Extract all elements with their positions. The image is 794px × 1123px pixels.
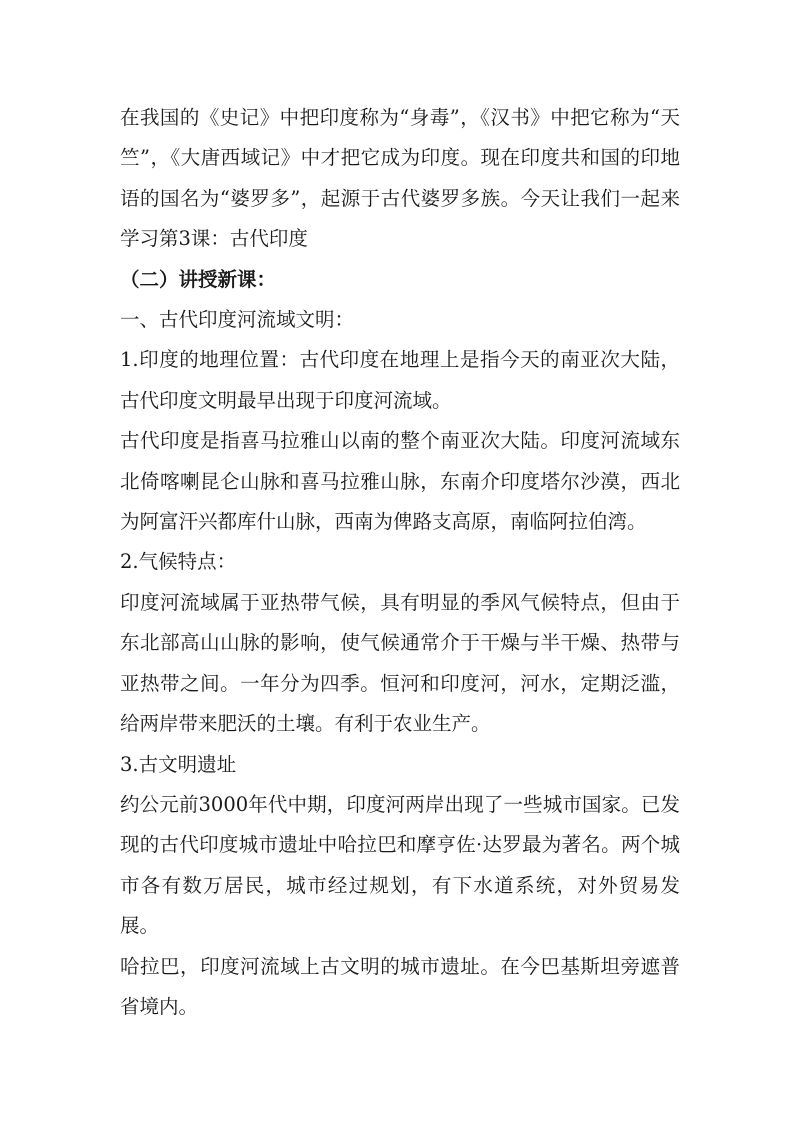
climate-detail: 印度河流域属于亚热带气候，具有明显的季风气候特点，但由于东北部高山山脉的影响，使气候通常介于干燥与半干燥、热带与亚热带之间。一年分为四季。恒河和印度河，河水，定期泛滥，给两岸带来肥沃的土壤。有利于农业生产。 [120, 590, 680, 736]
document-body [120, 98, 680, 1027]
climate-point: 2.气候特点： [120, 550, 237, 574]
section-heading: （二）讲授新课： [120, 267, 277, 291]
harappa-detail: 哈拉巴，印度河流域上古文明的城市遗址。在今巴基斯坦旁遮普省境内。 [120, 954, 680, 1018]
sites-detail: 约公元前3000年代中期，印度河两岸出现了一些城市国家。已发现的古代印度城市遗址中哈拉巴和摩亨佐·达罗最为著名。两个城市各有数万居民，城市经过规划，有下水道系统，对外贸易发展。 [120, 792, 680, 938]
sites-point: 3.古文明遗址 [120, 752, 237, 776]
intro-paragraph: 在我国的《史记》中把印度称为“身毒”，《汉书》中把它称为“天竺”，《大唐西域记》中才把它成为印度。现在印度共和国的印地语的国名为“婆罗多”，起源于古代婆罗多族。今天让我们一起来学习第3课：古代印度 [120, 106, 680, 251]
geography-point: 1.印度的地理位置：古代印度在地理上是指今天的南亚次大陆，古代印度文明最早出现于印度河流域。 [120, 348, 680, 412]
topic-heading: 一、古代印度河流域文明： [120, 308, 355, 332]
geography-detail: 古代印度是指喜马拉雅山以南的整个南亚次大陆。印度河流域东北倚喀喇昆仑山脉和喜马拉雅山脉，东南介印度塔尔沙漠，西北为阿富汗兴都库什山脉，西南为俾路支高原，南临阿拉伯湾。 [120, 429, 680, 534]
